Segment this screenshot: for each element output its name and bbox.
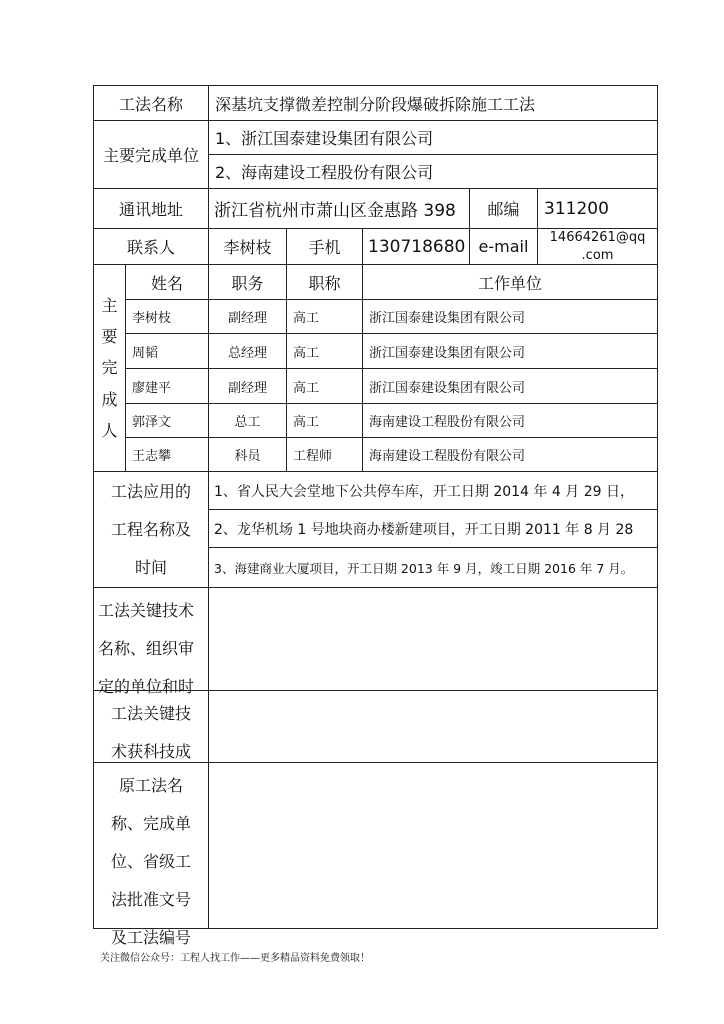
key-tech-label-line: 定的单位和时 bbox=[98, 677, 195, 696]
header-position: 职务 bbox=[209, 265, 287, 300]
person-name: 周韬 bbox=[126, 334, 209, 369]
person-name: 王志攀 bbox=[126, 438, 209, 472]
address-value: 浙江省杭州市萧山区金惠路 398 bbox=[209, 189, 470, 229]
projects-label-line: 时间 bbox=[134, 557, 167, 577]
postcode-label: 邮编 bbox=[470, 189, 538, 229]
phone-value: 130718680 bbox=[363, 229, 470, 265]
original-label-line: 法批准文号 bbox=[110, 890, 191, 909]
phone-label: 手机 bbox=[287, 229, 363, 265]
application-form-table bbox=[93, 85, 658, 947]
key-tech-label-line: 名称、组织审 bbox=[98, 639, 195, 658]
person-title: 高工 bbox=[287, 369, 363, 404]
side-char: 完 bbox=[101, 358, 118, 378]
person-position: 科员 bbox=[209, 438, 287, 472]
method-name-value: 深基坑支撑微差控制分阶段爆破拆除施工工法 bbox=[209, 86, 657, 121]
person-position: 总经理 bbox=[209, 334, 287, 369]
person-workplace: 浙江国泰建设集团有限公司 bbox=[363, 334, 657, 369]
award-label bbox=[94, 691, 209, 763]
person-workplace: 浙江国泰建设集团有限公司 bbox=[363, 369, 657, 404]
person-name: 郭泽文 bbox=[126, 404, 209, 438]
person-title: 高工 bbox=[287, 404, 363, 438]
project-item-3: 3、海建商业大厦项目，开工日期 2013 年 9 月，竣工日期 2016 年 7 月。 bbox=[209, 548, 657, 588]
key-tech-label-line: 工法关键技术 bbox=[98, 601, 195, 620]
project-item-1: 1、省人民大会堂地下公共停车库，开工日期 2014 年 4 月 29 日， bbox=[209, 472, 657, 510]
projects-label-line: 工法应用的 bbox=[110, 481, 191, 501]
key-tech-label bbox=[94, 588, 209, 696]
contact-label: 联系人 bbox=[94, 229, 209, 265]
email-line-2: .com bbox=[581, 247, 614, 263]
person-workplace: 海南建设工程股份有限公司 bbox=[363, 404, 657, 438]
contact-name: 李树枝 bbox=[209, 229, 287, 265]
main-unit-label: 主要完成单位 bbox=[94, 121, 209, 189]
person-position: 副经理 bbox=[209, 369, 287, 404]
header-workplace: 工作单位 bbox=[363, 265, 657, 300]
key-tech-value bbox=[209, 588, 657, 691]
person-name: 李树枝 bbox=[126, 300, 209, 334]
person-name: 廖建平 bbox=[126, 369, 209, 404]
side-char: 主 bbox=[101, 296, 118, 316]
postcode-value: 311200 bbox=[538, 189, 657, 229]
person-title: 工程师 bbox=[287, 438, 363, 472]
original-label-line: 及工法编号 bbox=[110, 928, 191, 947]
main-unit-1: 1、浙江国泰建设集团有限公司 bbox=[209, 121, 657, 155]
address-label: 通讯地址 bbox=[94, 189, 209, 229]
person-position: 副经理 bbox=[209, 300, 287, 334]
original-label-line: 称、完成单 bbox=[110, 814, 191, 833]
footer-note: 关注微信公众号：工程人找工作——更多精品资料免费领取！ bbox=[100, 953, 370, 964]
award-label-line: 工法关键技 bbox=[110, 704, 191, 723]
side-char: 成 bbox=[101, 389, 118, 409]
person-workplace: 海南建设工程股份有限公司 bbox=[363, 438, 657, 472]
header-name: 姓名 bbox=[126, 265, 209, 300]
person-workplace: 浙江国泰建设集团有限公司 bbox=[363, 300, 657, 334]
person-title: 高工 bbox=[287, 300, 363, 334]
person-title: 高工 bbox=[287, 334, 363, 369]
award-value bbox=[209, 691, 657, 763]
person-position: 总工 bbox=[209, 404, 287, 438]
original-label-line: 位、省级工 bbox=[110, 852, 191, 871]
main-unit-2: 2、海南建设工程股份有限公司 bbox=[209, 155, 657, 189]
original-label-line: 原工法名 bbox=[118, 776, 183, 795]
method-name-label: 工法名称 bbox=[94, 86, 209, 121]
project-item-2: 2、龙华机场 1 号地块商办楼新建项目，开工日期 2011 年 8 月 28 bbox=[209, 510, 657, 548]
projects-label-line: 工程名称及 bbox=[110, 519, 191, 539]
email-label: e-mail bbox=[470, 229, 538, 265]
email-line-1: 14664261@qq bbox=[549, 229, 646, 245]
original-label bbox=[94, 763, 209, 947]
side-char: 要 bbox=[101, 327, 118, 347]
people-side-label bbox=[94, 265, 126, 472]
email-value bbox=[538, 229, 657, 265]
side-char: 人 bbox=[101, 420, 118, 440]
header-title: 职称 bbox=[287, 265, 363, 300]
projects-label bbox=[94, 472, 209, 588]
award-label-line: 术获科技成 bbox=[110, 742, 191, 761]
original-value bbox=[209, 763, 657, 928]
